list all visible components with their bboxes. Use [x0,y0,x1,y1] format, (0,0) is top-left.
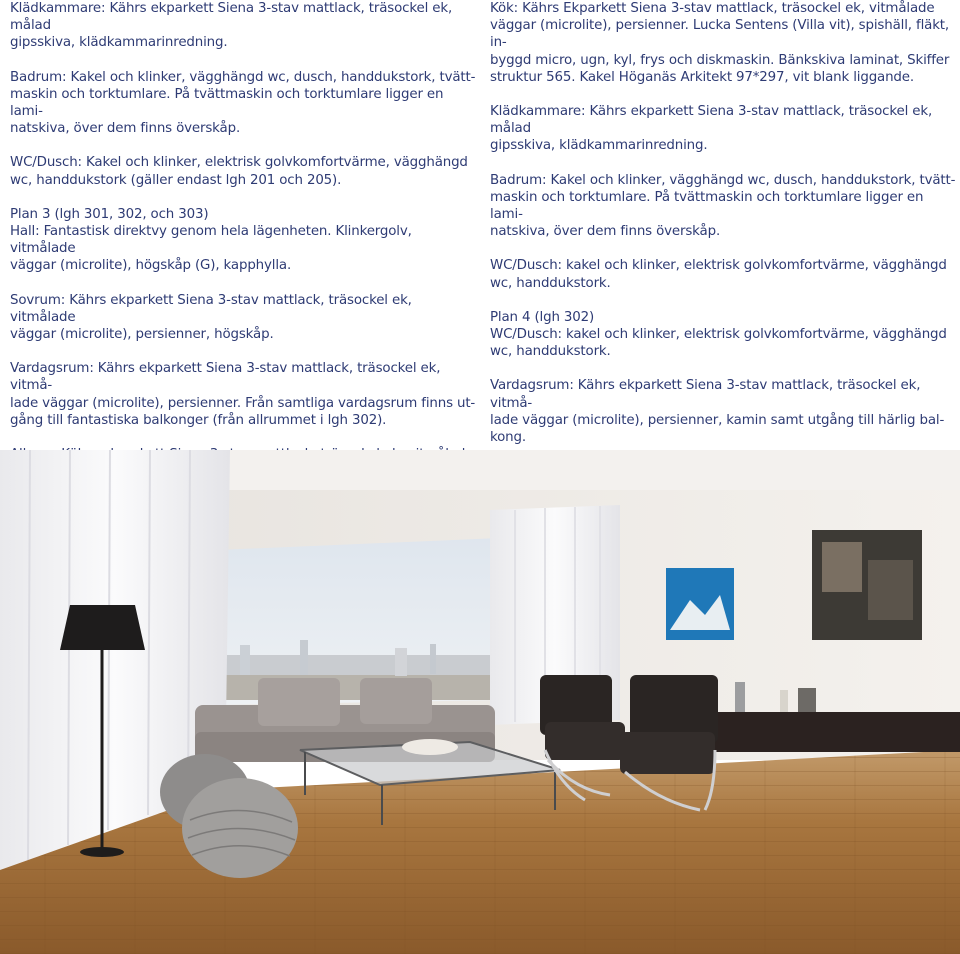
paragraph-walk-in-closer: Klädkammare: Kährs ekparkett Siena 3-stav mattlack, träsockel ek, målad gipsskiva, klädkammarinredning. [10,1,453,51]
sideboard [700,712,960,752]
paragraph-living-room: Vardagsrum: Kährs ekparkett Siena 3-stav mattlack, träsockel ek, vitmå- lade väggar (microlite), persienner, kamin samt utgång till härlig bal- kong. [490,378,945,446]
interior-photo [0,450,960,954]
paragraph-bathroom: Badrum: Kakel och klinker, vägghängd wc, dusch, handdukstork, tvätt- maskin och torktumlare. På tvättmaskin och torktumlare ligger en lami- natskiva, över dem finns överskåp. [10,69,476,137]
left-text-column [10,0,478,515]
paragraph-living-room: Vardagsrum: Kährs ekparkett Siena 3-stav mattlack, träsockel ek, vitmå- lade väggar (microlite), persienner. Från samtliga vardagsrum finns ut- gång till fantastiska balkonger (från allrummet i lgh 302). [10,361,476,428]
floor-lamp-shade [60,605,145,650]
paragraph-bathroom: Badrum: Kakel och klinker, vägghängd wc, dusch, handdukstork, tvätt- maskin och torktumlare. På tvättmaskin och torktumlare ligger en lami- natskiva, över dem finns överskåp. [490,172,956,240]
paragraph-wc-shower-floor-4: WC/Dusch: kakel och klinker, elektrisk golvkomfortvärme, vägghängd wc, handdukstork. [490,327,947,360]
heading-floor-4: Plan 4 (lgh 302) [490,309,595,325]
paragraph-kitchen: Kök: Kährs Ekparkett Siena 3-stav mattlack, träsockel ek, vitmålade väggar (microlite), persienner. Lucka Sentens (Villa vit), spishäll, fläkt, in- byggd micro, ugn, kyl, frys och diskmaskin. Bänkskiva laminat, Skiffer struktur 565. Kakel Höganäs Arkitekt 97*297, vit blank liggande. [490,1,950,85]
paragraph-bedroom: Sovrum: Kährs ekparkett Siena 3-stav mattlack, träsockel ek, vitmålade väggar (microlite), persienner, högskåp. [10,292,412,343]
paragraph-walk-in-closet: Klädkammare: Kährs ekparkett Siena 3-stav mattlack, träsockel ek, målad gipsskiva, klädkammarinredning. [490,104,933,154]
paragraph-wc-shower: WC/Dusch: Kakel och klinker, elektrisk golvkomfortvärme, vägghängd wc, handdukstork (gäller endast lgh 201 och 205). [10,155,468,188]
paragraph-hall: Hall: Fantastisk direktvy genom hela lägenheten. Klinkergolv, vitmålade väggar (microlite), högskåp (G), kapphylla. [10,224,412,274]
right-text-column [490,0,958,515]
paragraph-wc-shower: WC/Dusch: kakel och klinker, elektrisk golvkomfortvärme, vägghängd wc, handdukstork. [490,258,947,291]
heading-floor-3: Plan 3 (lgh 301, 302, och 303) [10,206,209,222]
